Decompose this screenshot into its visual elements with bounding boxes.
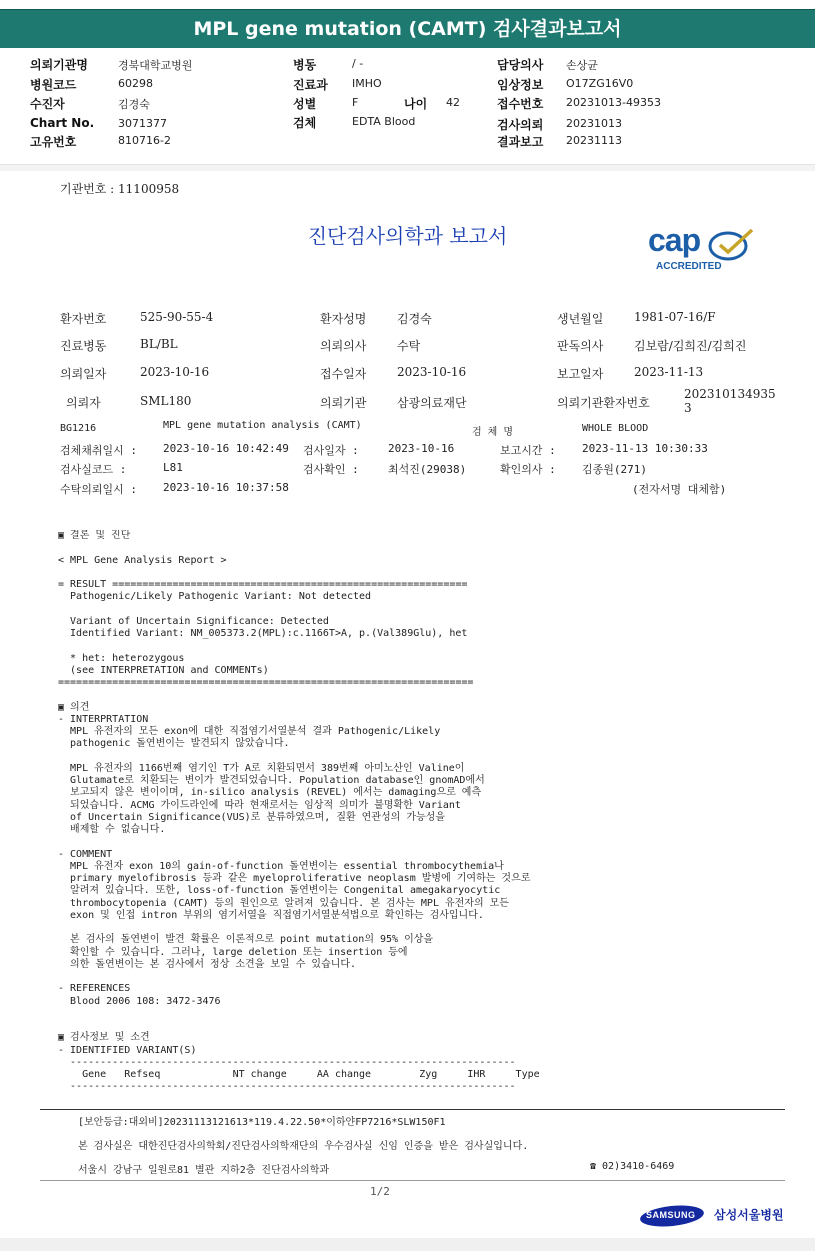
test-name: MPL gene mutation analysis (CAMT)	[163, 420, 362, 431]
header-label: Chart No.	[30, 116, 95, 130]
patient-value: 2023-10-16	[397, 365, 467, 379]
patient-value: 525-90-55-4	[140, 310, 214, 324]
header-value: 42	[446, 96, 460, 109]
report-line: ▣ 결론 및 진단	[58, 530, 131, 541]
tested-value: 2023-10-16	[388, 442, 455, 455]
certification-note: 본 검사실은 대한진단검사의학회/진단검사의학재단의 우수검사실 신임 인증을 받은 검사실입니다.	[78, 1141, 529, 1152]
patient-value: BL/BL	[140, 337, 178, 351]
header-label: 고유번호	[30, 135, 77, 149]
header-label: 검사의뢰	[497, 118, 544, 132]
patient-label: 의뢰기관	[320, 396, 367, 410]
report-line: Pathogenic/Likely Pathogenic Variant: Not detected	[58, 591, 372, 603]
esign-note: (전자서명 대체함)	[632, 483, 727, 496]
cap-check-icon	[706, 228, 756, 262]
report-line: --------------------------------------------------------------------------	[58, 1056, 516, 1068]
report-line: - INTERPRTATION	[58, 713, 149, 725]
report-line: exon 및 인접 intron 부위의 염기서열을 직접염기서열분석법으로 확인하는 검사입니다.	[58, 909, 484, 921]
samsung-hospital-logo	[640, 1203, 785, 1227]
report-line: Blood 2006 108: 3472-3476	[58, 995, 221, 1007]
collected-label: 검체채취일시 :	[60, 444, 138, 457]
report-line: MPL 유전자 exon 10의 gain-of-function 돌연변이는 essential thrombocythemia나	[58, 860, 504, 872]
patient-value: 1981-07-16/F	[634, 310, 716, 324]
patient-value: 수탁	[397, 339, 421, 353]
footer-divider-2	[40, 1180, 785, 1181]
report-line: 알려져 있습니다. 또한, loss-of-function 돌연변이는 Congenital amegakaryocytic	[58, 885, 501, 897]
patient-value: SML180	[140, 394, 192, 408]
report-line: primary myelofibrosis 등과 같은 myeloproliferative neoplasm 발병에 기여하는 것으로	[58, 873, 531, 884]
lab-report-title: 진단검사의학과 보고서	[307, 224, 508, 248]
report-time-value: 2023-11-13 10:30:33	[582, 442, 708, 455]
report-line: = RESULT ===========================================================	[58, 579, 468, 590]
confirm-label: 검사확인 :	[303, 463, 359, 476]
patient-value: 202310134935	[684, 387, 776, 401]
report-body	[58, 530, 798, 1090]
report-line: 되었습니다. ACMG 가이드라인에 따라 현재로서는 임상적 의미가 불명확한 Variant	[58, 799, 461, 811]
patient-label: 환자성명	[320, 312, 367, 326]
header-separator	[0, 164, 815, 171]
cap-accredited-logo	[648, 222, 758, 274]
report-line: of Uncertain Significance(VUS)로 분류하였으며, 질환 연관성의 가능성을	[58, 811, 445, 823]
header-value: 20231113	[566, 134, 622, 147]
confirm-value: 최석진(29038)	[388, 463, 467, 476]
header-label: 접수번호	[497, 97, 544, 111]
report-line: - COMMENT	[58, 848, 113, 860]
specimen-value: WHOLE BLOOD	[582, 423, 649, 434]
test-code: BG1216	[60, 423, 97, 434]
patient-label: 의뢰자	[66, 396, 101, 410]
report-line: Variant of Uncertain Significance: Detected	[58, 615, 329, 627]
header-label: 수진자	[30, 97, 65, 111]
patient-value-continued: 3	[684, 401, 692, 415]
report-line: pathogenic 돌연변이는 발견되지 않았습니다.	[58, 738, 290, 750]
patient-value: 2023-10-16	[140, 365, 210, 379]
report-title-bar: MPL gene mutation (CAMT) 검사결과보고서	[0, 9, 815, 50]
header-value: 3071377	[118, 117, 167, 130]
header-value: F	[352, 96, 359, 109]
report-line: (see INTERPRETATION and COMMENTs)	[58, 664, 269, 676]
header-value: O17ZG16V0	[566, 77, 634, 90]
patient-label: 접수일자	[320, 367, 367, 381]
patient-label: 의뢰기관환자번호	[557, 396, 650, 410]
patient-label: 환자번호	[60, 312, 107, 326]
header-label: 검체	[293, 116, 317, 130]
header-label: 나이	[404, 97, 428, 111]
doctor-value: 김종원(271)	[582, 463, 647, 476]
security-line: [보안등급:대외비]20231113121613*119.4.22.50*이하얀FP7216*SLW150F1	[78, 1117, 446, 1128]
page-number: 1/2	[370, 1185, 390, 1198]
page-bottom-band	[0, 1238, 815, 1251]
received-value: 2023-10-16 10:37:58	[163, 481, 289, 494]
specimen-label: 검 체 명	[472, 427, 514, 438]
patient-value: 2023-11-13	[634, 365, 704, 379]
header-value: IMHO	[352, 77, 382, 90]
header-label: 성별	[293, 97, 317, 111]
report-line: thrombocytopenia (CAMT) 등의 원인으로 알려져 있습니다. 본 검사는 MPL 유전자의 모든	[58, 897, 509, 909]
header-label: 병동	[293, 58, 317, 72]
header-label: 결과보고	[497, 135, 544, 149]
patient-value: 삼광의료재단	[397, 396, 467, 410]
received-label: 수탁의뢰일시 :	[60, 483, 138, 496]
cap-accredited-text: ACCREDITED	[656, 261, 722, 272]
header-label: 임상정보	[497, 78, 544, 92]
patient-label: 진료병동	[60, 339, 107, 353]
header-value: / -	[352, 57, 364, 70]
report-line: MPL 유전자의 모든 exon에 대한 직접염기서열분석 결과 Pathogenic/Likely	[58, 726, 441, 737]
report-line: 확인할 수 있습니다. 그러나, large deletion 또는 insertion 등에	[58, 946, 408, 958]
header-value: EDTA Blood	[352, 115, 416, 128]
report-line: * het: heterozygous	[58, 652, 185, 664]
report-line: 의한 돌연변이는 본 검사에서 정상 소견을 보일 수 있습니다.	[58, 958, 357, 970]
patient-value: 김보람/김희진/김희진	[634, 339, 747, 353]
institution-number: 기관번호 : 11100958	[60, 182, 180, 196]
header-info	[0, 48, 815, 164]
header-value: 60298	[118, 77, 153, 90]
header-value: 김경숙	[118, 98, 150, 111]
collected-value: 2023-10-16 10:42:49	[163, 442, 289, 455]
header-value: 20231013	[566, 117, 622, 130]
lab-address: 서울시 강남구 일원로81 별관 지하2층 진단검사의학과	[78, 1165, 330, 1176]
report-line: =====================================================================	[58, 677, 474, 688]
report-line: 본 검사의 돌연변이 발견 확률은 이론적으로 point mutation의 95% 이상을	[58, 934, 434, 946]
report-line: - REFERENCES	[58, 983, 131, 995]
header-label: 병원코드	[30, 78, 77, 92]
lab-phone: ☎ 02)3410-6469	[590, 1161, 675, 1172]
report-line: ▣ 검사정보 및 소견	[58, 1032, 150, 1044]
header-value: 810716-2	[118, 134, 171, 147]
report-line: Gene Refseq NT change AA change Zyg IHR Type	[58, 1069, 540, 1080]
report-line: - IDENTIFIED VARIANT(S)	[58, 1044, 197, 1056]
patient-label: 생년월일	[557, 312, 604, 326]
header-label: 진료과	[293, 78, 328, 92]
footer-divider	[40, 1109, 785, 1110]
header-value: 경북대학교병원	[118, 59, 193, 72]
hospital-name: 삼성서울병원	[714, 1208, 784, 1222]
report-line: MPL 유전자의 1166번째 염기인 T가 A로 치환되면서 389번째 아미노산인 Valine이	[58, 762, 465, 774]
lab-code-label: 검사실코드 :	[60, 463, 127, 476]
report-time-label: 보고시간 :	[500, 444, 556, 457]
patient-label: 판독의사	[557, 339, 604, 353]
patient-label: 보고일자	[557, 367, 604, 381]
report-line: 보고되지 않은 변이이며, in-silico analysis (REVEL) 에서는 damaging으로 예측	[58, 787, 482, 799]
report-line: < MPL Gene Analysis Report >	[58, 554, 227, 566]
report-line: ▣ 의견	[58, 701, 90, 713]
lab-code-value: L81	[163, 461, 183, 474]
report-line: Identified Variant: NM_005373.2(MPL):c.1166T>A, p.(Val389Glu), het	[58, 628, 468, 639]
samsung-logo-text: SAMSUNG	[646, 1210, 696, 1220]
tested-label: 검사일자 :	[303, 444, 359, 457]
patient-label: 의뢰일자	[60, 367, 107, 381]
doctor-label: 확인의사 :	[500, 463, 556, 476]
report-line: 배제할 수 없습니다.	[58, 824, 166, 835]
patient-value: 김경숙	[397, 312, 432, 326]
report-line: Glutamate로 치환되는 변이가 발견되었습니다. Population database인 gnomAD에서	[58, 775, 485, 786]
header-value: 20231013-49353	[566, 96, 661, 109]
report-line: --------------------------------------------------------------------------	[58, 1081, 516, 1090]
header-value: 손상균	[566, 59, 598, 72]
patient-label: 의뢰의사	[320, 339, 367, 353]
header-label: 의뢰기관명	[30, 58, 88, 72]
header-label: 담당의사	[497, 58, 544, 72]
cap-logo-text: cap	[648, 222, 701, 258]
